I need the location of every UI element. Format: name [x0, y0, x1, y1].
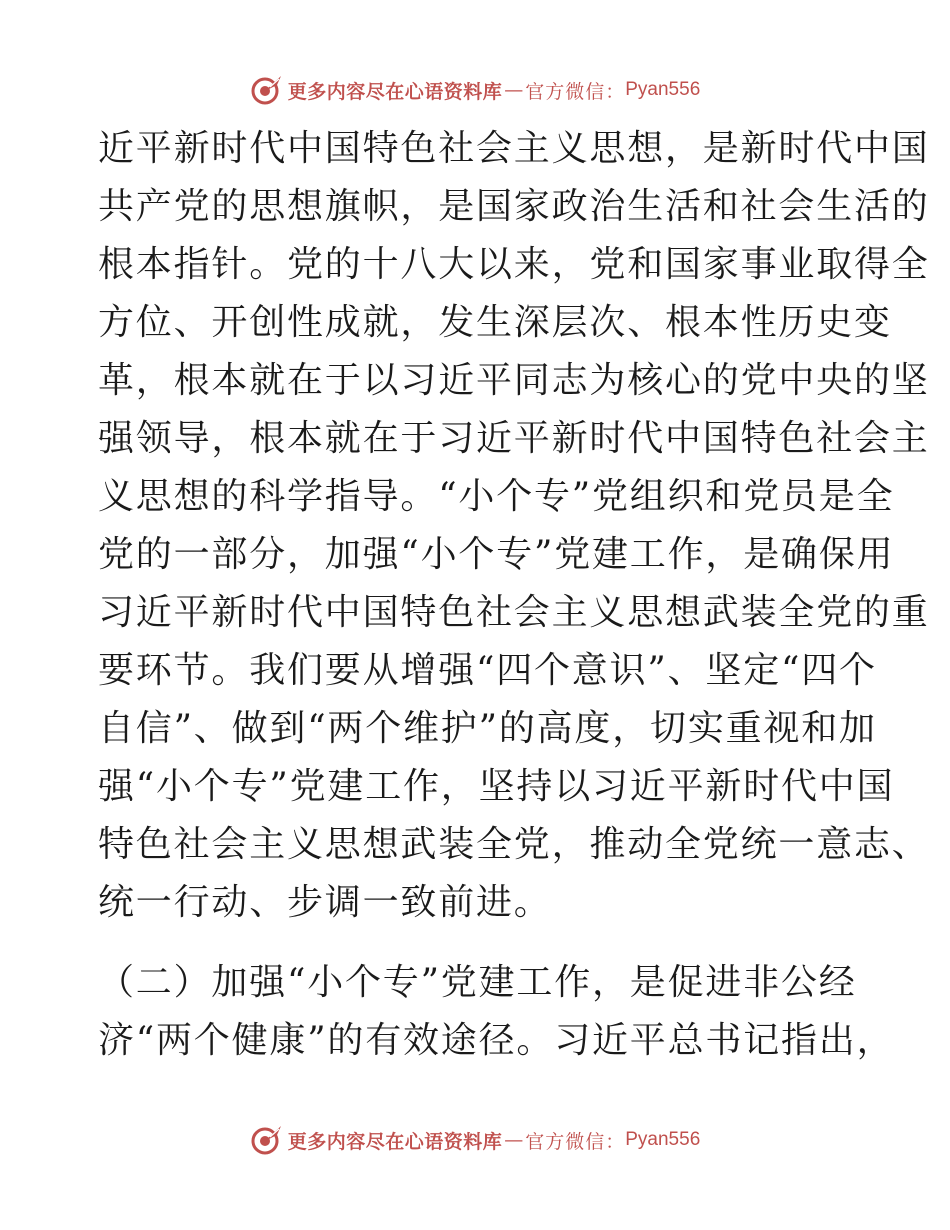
- paragraph-1: [98, 120, 930, 932]
- text-line: 革，根本就在于以习近平同志为核心的党中央的坚: [98, 360, 930, 401]
- text-line: 方位、开创性成就，发生深层次、根本性历史变: [98, 302, 892, 343]
- header-site-text: 更多内容尽在心语资料库: [287, 80, 503, 103]
- text-line: 共产党的思想旗帜，是国家政治生活和社会生活的: [98, 186, 930, 227]
- text-line: 义思想的科学指导。“小个专”党组织和党员是全: [98, 476, 895, 517]
- footer-wechat-id: Pyan556: [625, 1129, 701, 1150]
- paragraph-2: [98, 954, 895, 1070]
- text-line: 近平新时代中国特色社会主义思想，是新时代中国: [98, 128, 930, 169]
- text-line: 习近平新时代中国特色社会主义思想武装全党的重: [98, 592, 930, 633]
- text-line: 强“小个专”党建工作，坚持以习近平新时代中国: [98, 766, 895, 807]
- text-line: 根本指针。党的十八大以来，党和国家事业取得全: [98, 244, 930, 285]
- paragraph-gap: [98, 932, 850, 954]
- footer-wechat-label: 官方微信：: [525, 1130, 626, 1153]
- footer-site-text: 更多内容尽在心语资料库: [287, 1130, 503, 1153]
- footer-watermark: [0, 1120, 950, 1160]
- footer-separator: —: [504, 1129, 524, 1151]
- quill-logo-icon: [250, 1123, 284, 1157]
- text-line: 要环节。我们要从增强“四个意识”、坚定“四个: [98, 650, 877, 691]
- quill-logo-icon: [250, 73, 284, 107]
- header-wechat-id: Pyan556: [625, 79, 701, 100]
- header-watermark: [0, 70, 950, 110]
- header-wechat-label: 官方微信：: [525, 80, 626, 103]
- text-line: 统一行动、步调一致前进。: [98, 882, 552, 923]
- document-body: [98, 120, 930, 1070]
- text-line: （二）加强“小个专”党建工作，是促进非公经: [98, 962, 857, 1003]
- header-separator: —: [504, 79, 524, 101]
- text-line: 特色社会主义思想武装全党，推动全党统一意志、: [98, 824, 930, 865]
- text-line: 自信”、做到“两个维护”的高度，切实重视和加: [98, 708, 877, 749]
- text-line: 党的一部分，加强“小个专”党建工作，是确保用: [98, 534, 895, 575]
- text-line: 济“两个健康”的有效途径。习近平总书记指出，: [98, 1020, 895, 1061]
- text-line: 强领导，根本就在于习近平新时代中国特色社会主: [98, 418, 930, 459]
